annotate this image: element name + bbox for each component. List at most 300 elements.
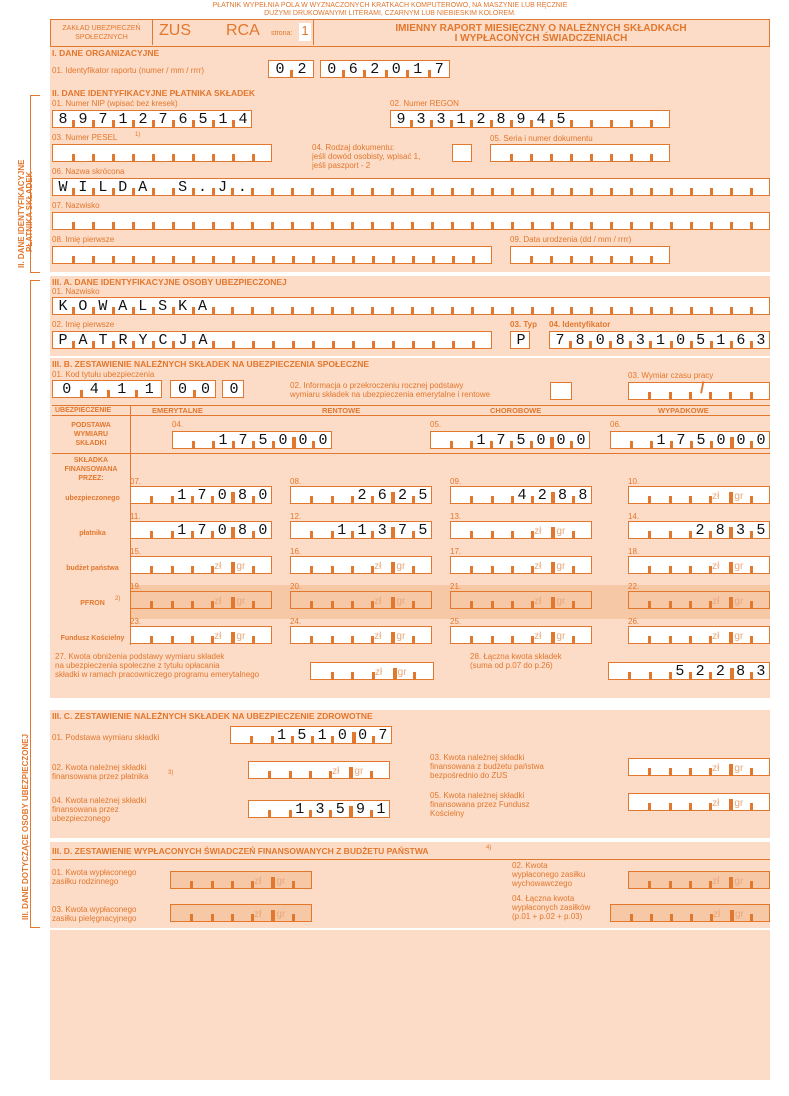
- contribution-field[interactable]: [290, 521, 432, 539]
- box-divider: [689, 636, 692, 644]
- field-number: 20.: [290, 582, 302, 591]
- row-label-2: budżet państwa: [66, 565, 119, 572]
- char-box: 0: [177, 381, 187, 398]
- box-divider: [551, 188, 554, 196]
- digit-box: 8: [238, 487, 248, 504]
- char-box: L: [138, 298, 148, 315]
- gr-unit: gr: [556, 561, 566, 572]
- box-divider: [730, 307, 733, 315]
- digit-box: 0: [358, 727, 368, 744]
- gr-unit: gr: [236, 561, 246, 572]
- health-base-field[interactable]: [230, 726, 392, 744]
- report-id-number[interactable]: [268, 60, 314, 78]
- field-number: 18.: [628, 547, 640, 556]
- char-box: A: [198, 298, 208, 315]
- box-divider: [628, 672, 631, 680]
- box-divider: [132, 222, 135, 230]
- decimal-separator: [231, 632, 235, 644]
- base-label-1: PODSTAWA: [71, 422, 111, 429]
- decimal-separator: [551, 527, 555, 539]
- insurer-line-1: ZAKŁAD UBEZPIECZEŃ: [62, 25, 141, 32]
- decimal-separator: [729, 492, 733, 504]
- total-contribution-field[interactable]: [608, 662, 770, 680]
- char-box: 1: [118, 111, 128, 128]
- char-box: 6: [178, 111, 188, 128]
- digit-box: 3: [736, 522, 746, 539]
- contribution-field[interactable]: [450, 591, 592, 609]
- box-divider: [610, 154, 613, 162]
- digit-box: 8: [558, 487, 568, 504]
- base-emerytalne-field[interactable]: [172, 431, 332, 449]
- box-divider: [650, 188, 653, 196]
- contribution-field[interactable]: [628, 521, 770, 539]
- box-divider: [630, 441, 633, 449]
- box-divider: [689, 601, 692, 609]
- box-divider: [411, 188, 414, 196]
- box-divider: [551, 307, 554, 315]
- box-divider: [670, 222, 673, 230]
- regon-field[interactable]: [390, 110, 670, 128]
- identifier-label: 04. Identyfikator: [549, 320, 611, 329]
- row-label-0: ubezpieczonego: [65, 495, 120, 502]
- gr-unit: gr: [396, 596, 406, 607]
- box-divider: [232, 154, 235, 162]
- nip-field[interactable]: [52, 110, 252, 128]
- char-box: 0: [229, 381, 239, 398]
- health-budget-label-1: 03. Kwota należnej składki: [430, 753, 525, 762]
- section2-side-label-1: II. DANE IDENTYFIKACYJNE: [17, 159, 26, 268]
- box-divider: [351, 672, 354, 680]
- short-name-label: 06. Nazwa skrócona: [52, 167, 125, 176]
- base-chorobowe-field[interactable]: [430, 431, 590, 449]
- box-divider: [470, 636, 473, 644]
- contribution-field[interactable]: [290, 591, 432, 609]
- digit-box: 2: [537, 487, 547, 504]
- box-divider: [412, 566, 415, 574]
- digit-box: 5: [675, 663, 685, 680]
- digit-box: 1: [337, 522, 347, 539]
- zl-unit: zł: [534, 561, 542, 572]
- char-box: O: [78, 298, 88, 315]
- digit-box: 7: [378, 727, 388, 744]
- payer-birth-field[interactable]: [510, 246, 670, 264]
- health-church-field[interactable]: [628, 793, 770, 811]
- box-divider: [191, 566, 194, 574]
- char-box: 2: [476, 111, 486, 128]
- zl-unit: zł: [254, 876, 262, 887]
- contribution-field[interactable]: [628, 486, 770, 504]
- char-box: 4: [89, 381, 99, 398]
- box-divider: [309, 771, 312, 779]
- box-divider: [312, 341, 315, 349]
- box-divider: [491, 188, 494, 196]
- doctype-field[interactable]: [452, 144, 472, 162]
- field-number: 15.: [130, 547, 142, 556]
- box-divider: [112, 154, 115, 162]
- digit-box: 0: [318, 432, 328, 449]
- box-divider: [132, 154, 135, 162]
- field-number: 22.: [628, 582, 640, 591]
- firstname-label: 08. Imię pierwsze: [52, 235, 115, 244]
- box-divider: [750, 307, 753, 315]
- box-divider: [412, 341, 415, 349]
- box-divider: [470, 601, 473, 609]
- insurance-code-3[interactable]: [222, 380, 244, 398]
- box-divider: [650, 307, 653, 315]
- field-number: 19.: [130, 582, 142, 591]
- box-divider: [312, 256, 315, 264]
- char-box: J: [178, 332, 188, 349]
- char-box: 0: [391, 61, 401, 78]
- box-divider: [431, 188, 434, 196]
- zl-unit: zł: [214, 631, 222, 642]
- digit-box: 1: [476, 432, 486, 449]
- box-divider: [750, 768, 753, 776]
- box-divider: [331, 222, 334, 230]
- box-divider: [551, 222, 554, 230]
- box-divider: [332, 256, 335, 264]
- char-box: J: [217, 179, 227, 196]
- zl-unit: zł: [254, 909, 262, 920]
- digit-box: 8: [238, 522, 248, 539]
- box-divider: [192, 256, 195, 264]
- box-divider: [610, 307, 613, 315]
- base-label-3: SKŁADKI: [75, 440, 107, 447]
- box-divider: [491, 307, 494, 315]
- char-box: W: [98, 298, 108, 315]
- char-box: 3: [416, 111, 426, 128]
- code-label: 01. Kod tytułu ubezpieczenia: [52, 370, 155, 379]
- decimal-separator: [551, 597, 555, 609]
- contribution-field[interactable]: [130, 626, 272, 644]
- page-label: strona:: [271, 30, 293, 37]
- digit-box: 0: [278, 432, 288, 449]
- box-divider: [152, 188, 155, 196]
- contribution-field[interactable]: [130, 521, 272, 539]
- zl-unit: zł: [534, 596, 542, 607]
- care-label-1: 03. Kwota wypłaconego: [52, 905, 137, 914]
- box-divider: [191, 636, 194, 644]
- health-payer-label-1: 02. Kwota należnej składki: [52, 763, 147, 772]
- decimal-separator: [391, 597, 395, 609]
- gr-unit: gr: [734, 763, 744, 774]
- box-divider: [750, 636, 753, 644]
- insurance-code-main[interactable]: [52, 380, 162, 398]
- zl-unit: zł: [712, 798, 720, 809]
- box-divider: [690, 914, 693, 922]
- box-divider: [669, 881, 672, 889]
- health-payer-field[interactable]: [248, 761, 390, 779]
- box-divider: [291, 222, 294, 230]
- contribution-field[interactable]: [450, 626, 592, 644]
- box-divider: [331, 307, 334, 315]
- char-box: 4: [536, 111, 546, 128]
- digit-box: 2: [695, 663, 705, 680]
- insured-surname-label: 01. Nazwisko: [52, 287, 100, 296]
- box-divider: [212, 154, 215, 162]
- box-divider: [491, 222, 494, 230]
- box-divider: [590, 120, 593, 128]
- base-wypadkowe-field[interactable]: [610, 431, 770, 449]
- box-divider: [689, 803, 692, 811]
- worktime-slash: /: [700, 380, 705, 397]
- digit-box: 1: [177, 522, 187, 539]
- box-divider: [572, 601, 575, 609]
- digit-box: 3: [756, 663, 766, 680]
- payer-firstname-field[interactable]: [52, 246, 492, 264]
- docnum-label: 05. Seria i numer dokumentu: [490, 134, 593, 143]
- box-divider: [268, 810, 271, 818]
- payer-surname-field[interactable]: [52, 212, 770, 230]
- row-label-3: PFRON: [80, 600, 105, 607]
- gr-unit: gr: [397, 667, 407, 678]
- digit-box: 1: [357, 522, 367, 539]
- digit-box: 7: [398, 522, 408, 539]
- zl-unit: zł: [713, 909, 721, 920]
- contribution-field[interactable]: [290, 626, 432, 644]
- box-divider: [311, 307, 314, 315]
- zl-unit: zł: [374, 631, 382, 642]
- char-box: A: [78, 332, 88, 349]
- box-divider: [172, 222, 175, 230]
- contribution-field[interactable]: [130, 591, 272, 609]
- box-divider: [171, 566, 174, 574]
- digit-box: 6: [377, 487, 387, 504]
- row-label-4: Fundusz Kościelny: [60, 635, 125, 642]
- char-box: 3: [635, 332, 645, 349]
- box-divider: [292, 914, 295, 922]
- gr-unit: gr: [396, 631, 406, 642]
- sum-benefit-field[interactable]: [610, 904, 770, 922]
- short-name-field[interactable]: [52, 178, 770, 196]
- zl-unit: zł: [214, 596, 222, 607]
- char-box: 1: [144, 381, 154, 398]
- decimal-separator: [729, 597, 733, 609]
- decimal-separator: [551, 562, 555, 574]
- sum-label-1: 04. Łączna kwota: [512, 894, 575, 903]
- box-divider: [471, 188, 474, 196]
- digit-box: 0: [576, 432, 586, 449]
- char-box: I: [78, 179, 88, 196]
- contribution-field[interactable]: [628, 556, 770, 574]
- care-benefit-field[interactable]: [170, 904, 312, 922]
- box-divider: [252, 636, 255, 644]
- box-divider: [271, 188, 274, 196]
- char-box: A: [198, 332, 208, 349]
- box-divider: [511, 531, 514, 539]
- box-divider: [650, 256, 653, 264]
- gr-unit: gr: [734, 596, 744, 607]
- pesel-field[interactable]: [52, 144, 272, 162]
- box-divider: [92, 256, 95, 264]
- box-divider: [171, 601, 174, 609]
- financed-label-3: PRZEZ:: [78, 475, 104, 482]
- insured-firstname-label: 02. Imię pierwsze: [52, 320, 115, 329]
- box-divider: [572, 636, 575, 644]
- contribution-field[interactable]: [450, 486, 592, 504]
- contribution-field[interactable]: [290, 556, 432, 574]
- health-insured-field[interactable]: [248, 800, 390, 818]
- char-box: 7: [434, 61, 444, 78]
- section3-side-bracket: [30, 280, 40, 928]
- box-divider: [311, 222, 314, 230]
- contribution-field[interactable]: [628, 626, 770, 644]
- box-divider: [648, 601, 651, 609]
- info-label-1: 02. Informacja o przekroczeniu rocznej podstawy: [290, 381, 464, 390]
- box-divider: [272, 256, 275, 264]
- decimal-separator: [551, 632, 555, 644]
- zl-unit: zł: [712, 561, 720, 572]
- digit-box: 8: [578, 487, 588, 504]
- box-divider: [709, 392, 712, 400]
- decimal-separator: [393, 668, 397, 680]
- report-id-date[interactable]: [320, 60, 450, 78]
- box-divider: [371, 307, 374, 315]
- field-number: 12.: [290, 512, 302, 521]
- box-divider: [689, 496, 692, 504]
- info-field[interactable]: [550, 382, 572, 400]
- digit-box: 8: [715, 522, 725, 539]
- box-divider: [750, 881, 753, 889]
- box-divider: [670, 188, 673, 196]
- digit-box: 0: [736, 432, 746, 449]
- section1-title: I. DANE ORGANIZACYJNE: [52, 48, 160, 58]
- edu-benefit-field[interactable]: [628, 871, 770, 889]
- contribution-field[interactable]: [130, 486, 272, 504]
- title-divider: [313, 20, 314, 45]
- box-divider: [152, 222, 155, 230]
- contribution-field[interactable]: [450, 521, 592, 539]
- box-divider: [689, 392, 692, 400]
- health-church-label-1: 05. Kwota należnej składki: [430, 791, 525, 800]
- section3d-divider: [52, 859, 770, 860]
- field-number: 16.: [290, 547, 302, 556]
- char-box: 9: [396, 111, 406, 128]
- box-divider: [251, 222, 254, 230]
- box-divider: [432, 256, 435, 264]
- gr-unit: gr: [396, 561, 406, 572]
- contribution-field[interactable]: [290, 486, 432, 504]
- digit-box: 3: [377, 522, 387, 539]
- insured-firstname-field[interactable]: [52, 331, 492, 349]
- box-divider: [590, 188, 593, 196]
- gr-unit: gr: [734, 491, 744, 502]
- digit-box: 0: [536, 432, 546, 449]
- box-divider: [412, 636, 415, 644]
- insurance-code-2[interactable]: [170, 380, 216, 398]
- box-divider: [190, 914, 193, 922]
- box-divider: [470, 566, 473, 574]
- contribution-field[interactable]: [628, 591, 770, 609]
- box-divider: [750, 914, 753, 922]
- box-divider: [750, 188, 753, 196]
- family-benefit-field[interactable]: [170, 871, 312, 889]
- box-divider: [750, 566, 753, 574]
- pesel-label: 03. Numer PESEL: [52, 133, 118, 142]
- decimal-separator: [271, 910, 275, 922]
- box-divider: [452, 341, 455, 349]
- box-divider: [570, 256, 573, 264]
- insured-identifier-field[interactable]: [549, 331, 770, 349]
- char-box: 9: [516, 111, 526, 128]
- char-box: S: [158, 298, 168, 315]
- section3c-title: III. C. ZESTAWIENIE NALEŻNYCH SKŁADEK NA UBEZPIECZENIE ZDROWOTNE: [52, 711, 373, 721]
- digit-box: 2: [715, 663, 725, 680]
- box-divider: [669, 601, 672, 609]
- docnum-field[interactable]: [490, 144, 670, 162]
- char-box: C: [158, 332, 168, 349]
- reduction-label-2: na ubezpieczenia społeczne z tytułu opłacania: [55, 661, 220, 670]
- decimal-separator: [391, 632, 395, 644]
- char-box: .: [198, 179, 208, 196]
- insured-type-field[interactable]: [510, 331, 530, 349]
- box-divider: [150, 531, 153, 539]
- box-divider: [310, 531, 313, 539]
- decimal-separator: [729, 877, 733, 889]
- field-number: 07.: [130, 477, 142, 486]
- box-divider: [491, 566, 494, 574]
- box-divider: [391, 307, 394, 315]
- box-divider: [648, 768, 651, 776]
- box-divider: [391, 222, 394, 230]
- form-title-line-1: IMIENNY RAPORT MIESIĘCZNY O NALEŻNYCH SKŁADKACH: [395, 23, 687, 34]
- char-box: 8: [615, 332, 625, 349]
- box-divider: [413, 672, 416, 680]
- box-divider: [171, 636, 174, 644]
- char-box: 2: [297, 61, 307, 78]
- contribution-field[interactable]: [130, 556, 272, 574]
- box-divider: [351, 307, 354, 315]
- base-row-bottom-line: [52, 453, 770, 454]
- decimal-separator: [231, 562, 235, 574]
- char-box: R: [118, 332, 128, 349]
- box-divider: [530, 256, 533, 264]
- base-emerytalne-num: 04.: [172, 420, 184, 429]
- reduction-field[interactable]: [310, 662, 434, 680]
- box-divider: [531, 307, 534, 315]
- box-divider: [452, 256, 455, 264]
- box-divider: [372, 341, 375, 349]
- char-box: 5: [198, 111, 208, 128]
- char-box: 1: [413, 61, 423, 78]
- health-budget-field[interactable]: [628, 758, 770, 776]
- insured-surname-field[interactable]: [52, 297, 770, 315]
- digit-box: 0: [217, 522, 227, 539]
- box-divider: [750, 803, 753, 811]
- char-box: 0: [275, 61, 285, 78]
- box-divider: [72, 154, 75, 162]
- box-divider: [750, 392, 753, 400]
- box-divider: [650, 154, 653, 162]
- box-divider: [351, 636, 354, 644]
- digit-box: 5: [696, 432, 706, 449]
- financed-label-1: SKŁADKA: [73, 457, 109, 464]
- worktime-field[interactable]: [628, 382, 770, 400]
- box-divider: [572, 531, 575, 539]
- box-divider: [289, 771, 292, 779]
- contribution-field[interactable]: [450, 556, 592, 574]
- digit-box: 7: [197, 522, 207, 539]
- box-divider: [690, 222, 693, 230]
- char-box: 8: [575, 332, 585, 349]
- box-divider: [570, 222, 573, 230]
- box-divider: [252, 341, 255, 349]
- doctype-label-3: jeśli paszport - 2: [312, 161, 371, 170]
- box-divider: [570, 154, 573, 162]
- section2-side-label-2: PŁATNIKA SKŁADEK: [25, 171, 34, 252]
- zl-unit: zł: [332, 766, 340, 777]
- box-divider: [472, 341, 475, 349]
